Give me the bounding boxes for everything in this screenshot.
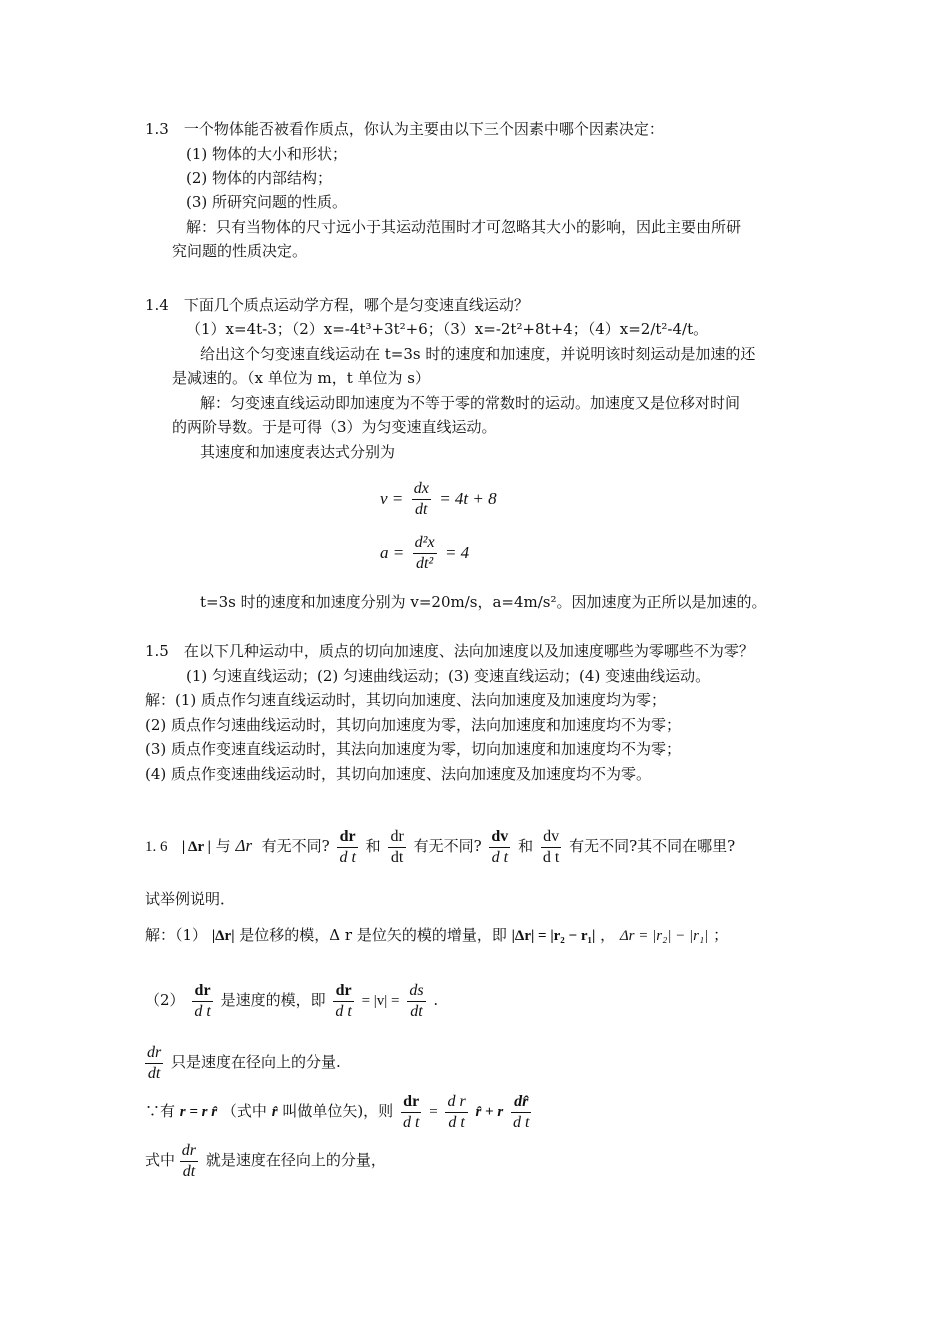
result-1-4: t=3s 时的速度和加速度分别为 v=20m/s，a=4m/s²。因加速度为正所以是加速的。: [200, 593, 767, 611]
answer-1-5-line1: 解：(1) 质点作匀速直线运动时，其切向加速度、法向加速度及加速度均为零；: [145, 691, 667, 709]
answer-1-6-part2: （2） $\frac{dr}{\text{d t}}$ 是速度的模，即 $\frac{dr}{\text{d t}}$ = |v| = $\frac{ds}{dt}$ .: [145, 981, 439, 1020]
answer-1-4-line1: 解：匀变速直线运动即加速度为不等于零的常数时的运动。加速度又是位移对时间: [200, 394, 741, 412]
question-1-5: 1.5 在以下几种运动中，质点的切向加速度、法向加速度以及加速度哪些为零哪些不为零？: [145, 642, 754, 660]
option-3: (3) 所研究问题的性质。: [186, 193, 348, 211]
answer-1-6-part3: $\frac{dr}{dt}$ 只是速度在径向上的分量.: [147, 1043, 341, 1082]
answer-1-5-line3: (3) 质点作变速直线运动时，其法向加速度为零，切向加速度和加速度均不为零；: [145, 740, 682, 758]
question-1-6-line2: 试举例说明．: [145, 890, 236, 908]
question-1-3: 1.3 一个物体能否被看作质点，你认为主要由以下三个因素中哪个因素决定：: [145, 120, 664, 138]
answer-1-5-line2: (2) 质点作匀速曲线运动时，其切向加速度为零，法向加速度和加速度均不为零；: [145, 716, 682, 734]
answer-1-6-part1: 解：（1） |Δr| 是位移的模，Δ r 是位矢的模的增量，即 |Δr| = |r₂ − r₁| ， Δr = |r₂| − |r₁| ；: [145, 926, 729, 944]
answer-1-5-line4: (4) 质点作变速曲线运动时，其切向加速度、法向加速度及加速度均不为零。: [145, 765, 652, 783]
question-1-6: 1. 6 | Δr | 与 Δr 有无不同? $\frac{dr}{\text{d t}}$ 和 $\frac{dr}{dt}$ 有无不同? $\frac{dv}{\text{d t}}$ 和 $\frac{dv}{\text{d t}}$ 有无不同?其不同在哪里?: [145, 827, 736, 866]
question-1-4-line3: 是减速的。（x 单位为 m，t 单位为 s）: [172, 369, 430, 387]
answer-1-3-line1: 解：只有当物体的尺寸远小于其运动范围时才可忽略其大小的影响，因此主要由所研: [186, 218, 742, 236]
question-1-4: 1.4 下面几个质点运动学方程，哪个是匀变速直线运动？: [145, 296, 529, 314]
equations-list: （1）x=4t-3；（2）x=-4t³+3t²+6；（3）x=-2t²+8t+4；（4）x=2/t²-4/t。: [186, 320, 709, 338]
answer-1-4-line2: 的两阶导数。于是可得（3）为匀变速直线运动。: [172, 418, 497, 436]
acceleration-equation: a = $\frac{\text{d²x}}{\text{dt²}}$ = 4: [380, 534, 470, 572]
answer-1-6-part5: 式中 $\frac{dr}{dt}$ 就是速度在径向上的分量，: [145, 1141, 386, 1180]
option-2: (2) 物体的内部结构；: [186, 169, 333, 187]
question-1-4-line2: 给出这个匀变速直线运动在 t=3s 时的速度和加速度，并说明该时刻运动是加速的还: [200, 345, 756, 363]
option-1: (1) 物体的大小和形状；: [186, 145, 348, 163]
answer-1-6-part4: ∵有 r = r r̂ （式中 r̂ 叫做单位矢)，则 $\frac{dr}{\text{d t}}$ = $\frac{\text{d r}}{\text{d t}}$ r̂ + r $\frac{dr̂}{\text{d t}}$: [145, 1092, 530, 1131]
options-1-5: (1) 匀速直线运动；(2) 匀速曲线运动；(3) 变速直线运动；(4) 变速曲线运动。: [186, 667, 711, 685]
answer-1-4-line3: 其速度和加速度表达式分别为: [200, 443, 396, 461]
velocity-equation: v = $\frac{dx}{dt}$ = 4t + 8: [380, 480, 497, 518]
answer-1-3-line2: 究问题的性质决定。: [172, 242, 308, 260]
